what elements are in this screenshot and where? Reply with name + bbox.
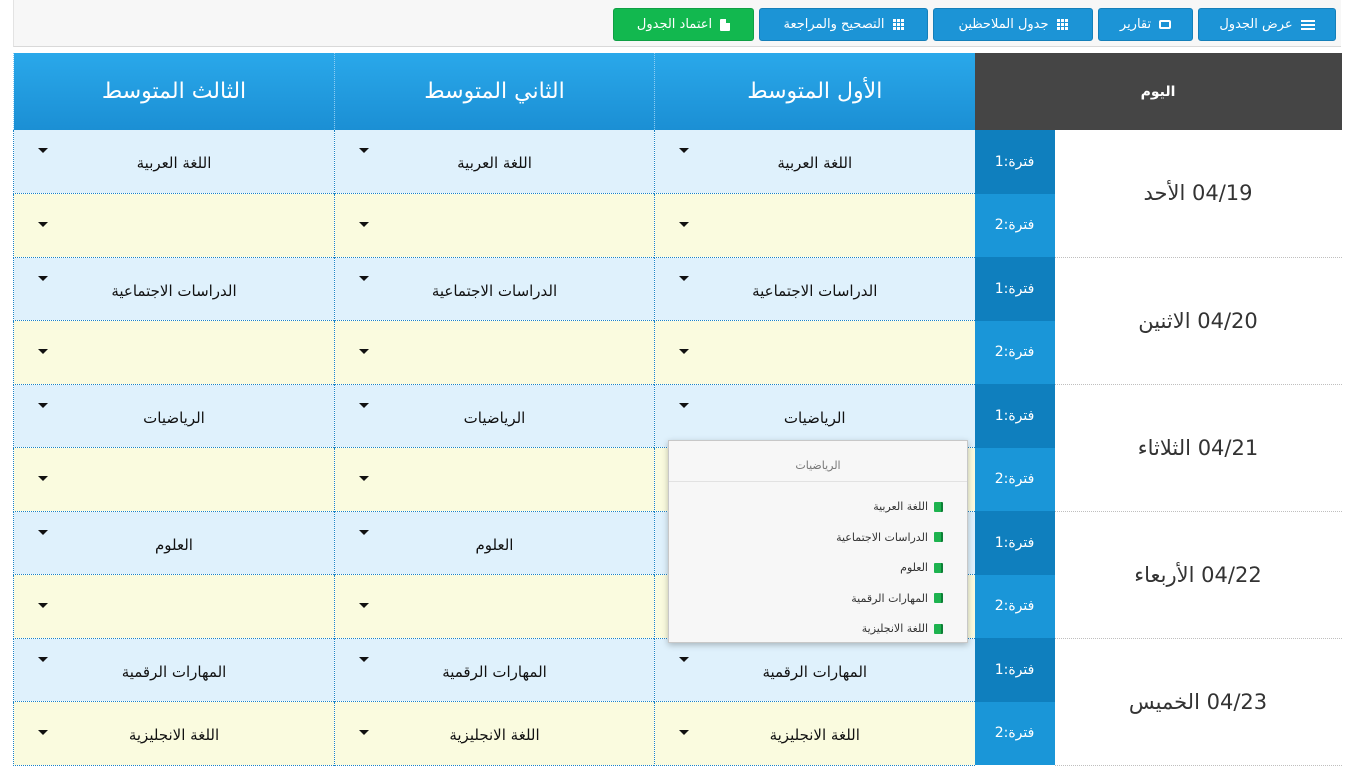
subject-select-third[interactable] [14,130,335,194]
subject-value: الدراسات الاجتماعية [431,281,558,300]
day-label: 04/22 الأربعاء [1134,562,1262,587]
caret-down-icon[interactable] [359,476,369,481]
print-icon [1159,20,1171,29]
caret-down-icon[interactable] [38,148,48,153]
grade-header-third: الثالث المتوسط [14,53,335,130]
reports-label: تقارير [1119,17,1152,32]
view-schedule-button[interactable] [1198,8,1336,41]
period-label: فترة:2 [975,448,1055,512]
caret-down-icon[interactable] [679,403,689,408]
dropdown-option[interactable] [862,622,943,635]
approve-schedule-button[interactable] [613,8,754,41]
caret-down-icon[interactable] [38,657,48,662]
subject-select-second[interactable] [335,511,655,575]
caret-down-icon[interactable] [359,657,369,662]
subject-select-second[interactable] [335,575,655,639]
period-label: فترة:2 [975,321,1055,385]
subject-select-second[interactable] [335,130,655,194]
subject-select-first[interactable] [655,384,975,448]
subject-select-first[interactable] [655,638,975,702]
subject-select-second[interactable] [335,448,655,512]
subject-select-second[interactable] [335,321,655,385]
subject-value: اللغة العربية [136,154,212,172]
subject-dropdown-menu [668,440,968,643]
period-label: فترة:2 [975,702,1055,766]
grid-icon [1057,19,1068,30]
caret-down-icon[interactable] [38,349,48,354]
proctors-schedule-label: جدول الملاحظين [958,17,1049,32]
period-label: فترة:1 [975,511,1055,575]
period-label: فترة:1 [975,130,1055,194]
caret-down-icon[interactable] [679,276,689,281]
book-icon [934,624,943,634]
caret-down-icon[interactable] [679,349,689,354]
subject-value: المهارات الرقمية [762,662,868,681]
period-label: فترة:2 [975,575,1055,639]
subject-value: اللغة الانجليزية [769,726,860,744]
day-cell [1055,638,1342,765]
correction-review-button[interactable] [759,8,928,41]
reports-button[interactable] [1098,8,1193,41]
caret-down-icon[interactable] [679,222,689,227]
caret-down-icon[interactable] [38,530,48,535]
period-label: فترة:1 [975,638,1055,702]
subject-select-third[interactable] [14,384,335,448]
subject-select-third[interactable] [14,511,335,575]
day-label: 04/19 الأحد [1143,181,1253,206]
subject-select-second[interactable] [335,257,655,321]
subject-value: اللغة العربية [457,154,532,172]
subject-select-second[interactable] [335,638,655,702]
period-label: فترة:1 [975,257,1055,321]
day-cell [1055,511,1342,638]
dropdown-option-label: اللغة الانجليزية [861,622,928,636]
book-icon [934,563,943,573]
caret-down-icon[interactable] [679,148,689,153]
grade-header-first: الأول المتوسط [655,53,975,130]
subject-value: اللغة الانجليزية [128,726,220,744]
list-icon [1301,20,1315,30]
grade-header-second: الثاني المتوسط [335,53,655,130]
caret-down-icon[interactable] [38,476,48,481]
toolbar [13,0,1341,47]
grid-icon [893,19,904,30]
caret-down-icon[interactable] [359,349,369,354]
subject-select-third[interactable] [14,575,335,639]
dropdown-option-label: المهارات الرقمية [851,591,928,605]
schedule-row [14,638,1342,702]
subject-select-first[interactable] [655,257,975,321]
caret-down-icon[interactable] [38,730,48,735]
day-cell [1055,257,1342,384]
day-cell [1055,130,1342,257]
dropdown-option-label: العلوم [900,561,928,575]
subject-value: العلوم [475,535,514,554]
proctors-schedule-button[interactable] [933,8,1093,41]
subject-value: المهارات الرقمية [442,662,547,681]
book-icon [934,532,943,542]
subject-value: العلوم [155,535,193,554]
caret-down-icon[interactable] [359,603,369,608]
caret-down-icon[interactable] [359,730,369,735]
subject-select-first[interactable] [655,194,975,258]
caret-down-icon[interactable] [359,530,369,535]
document-icon [720,19,730,31]
subject-value: الدراسات الاجتماعية [752,281,878,300]
dropdown-option[interactable] [851,592,943,605]
book-icon [934,593,943,603]
day-cell [1055,384,1342,511]
subject-select-second[interactable] [335,384,655,448]
subject-value: اللغة الانجليزية [449,726,540,744]
caret-down-icon[interactable] [38,403,48,408]
approve-schedule-label: اعتماد الجدول [636,17,713,32]
dropdown-header: الرياضيات [669,441,967,482]
caret-down-icon[interactable] [359,276,369,281]
caret-down-icon[interactable] [359,222,369,227]
schedule-row [14,257,1342,321]
subject-value: الرياضيات [143,408,205,427]
exam-schedule-table [13,53,1342,766]
caret-down-icon[interactable] [38,276,48,281]
subject-select-first[interactable] [655,130,975,194]
subject-select-third[interactable] [14,257,335,321]
dropdown-option-label: الدراسات الاجتماعية [836,530,928,544]
subject-select-second[interactable] [335,194,655,258]
dropdown-option[interactable] [836,531,943,544]
subject-select-third[interactable] [14,448,335,512]
correction-review-label: التصحيح والمراجعة [783,17,885,32]
subject-value: الرياضيات [783,408,846,427]
subject-value: الرياضيات [463,408,526,427]
subject-value: اللغة العربية [777,154,853,172]
subject-value: الدراسات الاجتماعية [111,281,237,300]
schedule-row [14,130,1342,194]
schedule-row [14,384,1342,448]
day-label: 04/20 الاثنين [1138,308,1258,333]
subject-select-third[interactable] [14,321,335,385]
subject-value: المهارات الرقمية [121,662,227,681]
caret-down-icon[interactable] [679,730,689,735]
dropdown-option-label: اللغة العربية [873,500,928,513]
subject-select-first[interactable] [655,702,975,766]
caret-down-icon[interactable] [359,403,369,408]
subject-select-third[interactable] [14,638,335,702]
subject-select-first[interactable] [655,321,975,385]
subject-select-second[interactable] [335,702,655,766]
period-label: فترة:2 [975,194,1055,258]
caret-down-icon[interactable] [679,657,689,662]
caret-down-icon[interactable] [38,603,48,608]
caret-down-icon[interactable] [359,148,369,153]
subject-select-third[interactable] [14,194,335,258]
subject-select-third[interactable] [14,702,335,766]
dropdown-option[interactable] [873,500,943,513]
caret-down-icon[interactable] [38,222,48,227]
view-schedule-label: عرض الجدول [1219,17,1293,32]
day-label: 04/23 الخميس [1128,689,1268,714]
dropdown-option[interactable] [900,561,943,574]
day-label: 04/21 الثلاثاء [1137,435,1259,460]
day-column-header: اليوم [975,53,1342,130]
period-label: فترة:1 [975,384,1055,448]
book-icon [934,502,943,512]
